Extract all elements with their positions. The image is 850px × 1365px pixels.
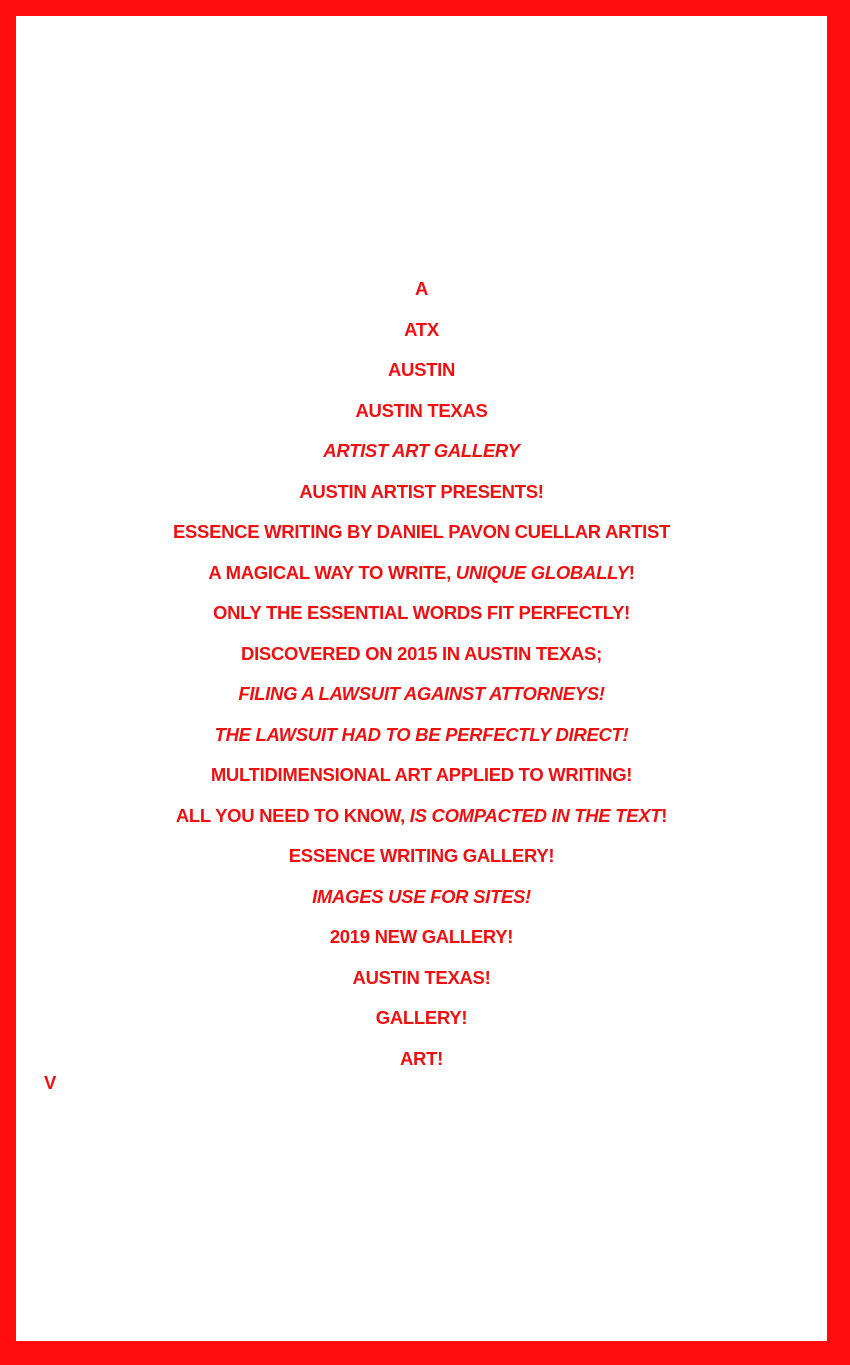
text-line xyxy=(16,755,827,796)
text-segment: AUSTIN xyxy=(387,359,456,380)
text-lines xyxy=(16,269,827,1079)
italic-text-segment: FILING A LAWSUIT AGAINST ATTORNEYS! xyxy=(238,683,605,704)
text-segment: ESSENCE WRITING GALLERY! xyxy=(288,845,555,866)
italic-text-segment: ARTIST ART GALLERY xyxy=(323,440,520,461)
text-line xyxy=(16,877,827,918)
italic-text-segment: UNIQUE GLOBALLY xyxy=(455,561,629,583)
text-segment: A MAGICAL WAY TO WRITE, xyxy=(208,561,456,583)
text-line xyxy=(16,796,827,837)
text-segment: GALLERY! xyxy=(375,1007,468,1028)
text-line xyxy=(16,593,827,634)
text-segment: ART! xyxy=(400,1047,443,1069)
text-segment: ESSENCE WRITING BY DANIEL PAVON CUELLAR ARTIST xyxy=(172,521,671,542)
text-line xyxy=(16,553,827,594)
text-line xyxy=(16,715,827,756)
text-segment: ONLY THE ESSENTIAL WORDS FIT PERFECTLY! xyxy=(213,602,630,623)
text-line xyxy=(16,674,827,715)
text-line xyxy=(16,836,827,877)
text-segment: AUSTIN TEXAS! xyxy=(352,966,491,988)
italic-text-segment: IMAGES USE FOR SITES! xyxy=(312,885,531,907)
text-segment: ATX xyxy=(404,318,439,340)
text-segment: ! xyxy=(661,804,668,826)
italic-text-segment: IS COMPACTED IN THE TEXT xyxy=(409,804,662,826)
text-line xyxy=(16,472,827,513)
text-line xyxy=(16,917,827,958)
footer-mark: V xyxy=(44,1072,57,1093)
text-line xyxy=(16,512,827,553)
text-segment: 2019 NEW GALLERY! xyxy=(329,926,514,947)
text-segment: AUSTIN ARTIST PRESENTS! xyxy=(299,480,544,502)
document-page xyxy=(16,16,827,1341)
text-line xyxy=(16,998,827,1039)
text-line xyxy=(16,958,827,999)
text-segment: A xyxy=(414,278,429,299)
text-segment: ! xyxy=(628,561,635,583)
text-line xyxy=(16,391,827,432)
text-line xyxy=(16,1039,827,1080)
text-segment: ALL YOU NEED TO KNOW, xyxy=(175,804,410,826)
italic-text-segment: THE LAWSUIT HAD TO BE PERFECTLY DIRECT! xyxy=(214,723,629,745)
text-segment: AUSTIN TEXAS xyxy=(355,399,488,421)
text-line xyxy=(16,350,827,391)
text-segment: MULTIDIMENSIONAL ART APPLIED TO WRITING! xyxy=(210,764,633,785)
text-line xyxy=(16,634,827,675)
text-line xyxy=(16,269,827,310)
text-segment: DISCOVERED ON 2015 IN AUSTIN TEXAS; xyxy=(241,642,602,664)
text-line xyxy=(16,431,827,472)
text-line xyxy=(16,310,827,351)
